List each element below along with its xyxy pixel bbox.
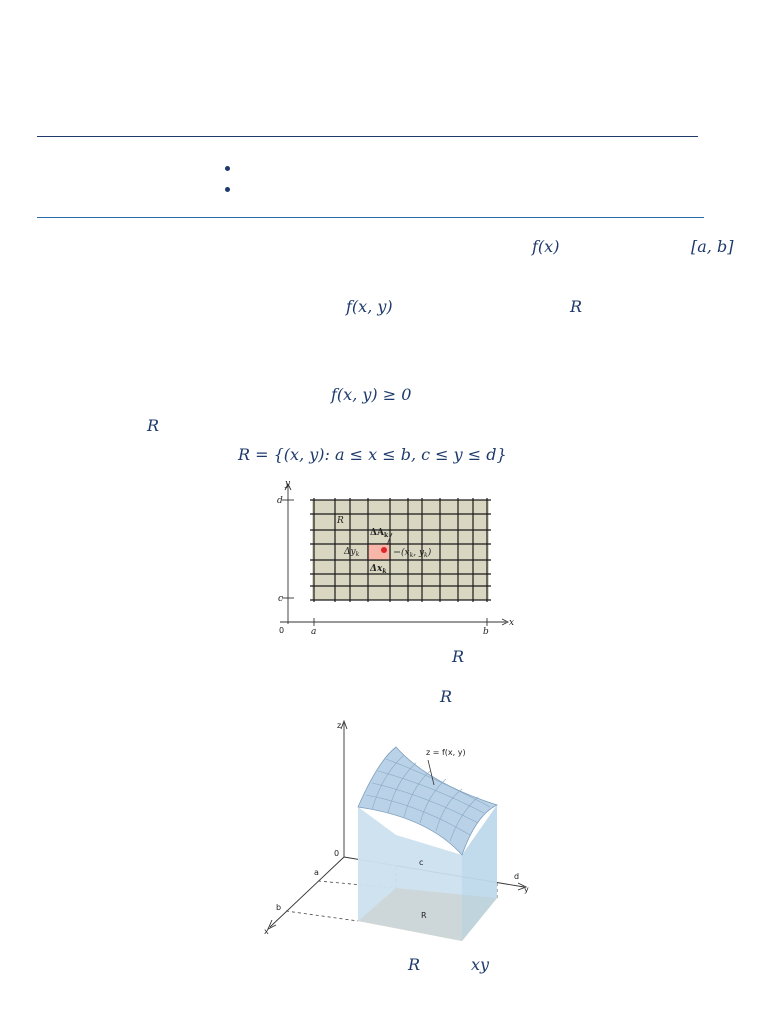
partition-figure bbox=[270, 478, 515, 638]
tick-b: b bbox=[483, 627, 489, 637]
delta-x-label: $\Delta x_k$ bbox=[370, 564, 387, 575]
math-region: R bbox=[440, 687, 453, 706]
bullet-point bbox=[225, 187, 230, 192]
tick-a: a bbox=[311, 627, 317, 637]
tick-d: d bbox=[277, 496, 283, 506]
region-label: R bbox=[337, 516, 344, 526]
highlight-cell bbox=[368, 544, 390, 560]
origin-label: 0 bbox=[334, 849, 340, 858]
tick-c: c bbox=[278, 594, 284, 604]
sample-point bbox=[381, 547, 387, 553]
bottom-divider bbox=[37, 217, 704, 218]
math-nonneg: f(x, y) ≥ 0 bbox=[331, 385, 412, 404]
tick-b: b bbox=[276, 903, 282, 912]
math-region: R bbox=[408, 955, 421, 974]
tick-a: a bbox=[314, 868, 319, 877]
delta-y-label: $\Delta y_k$ bbox=[344, 547, 360, 558]
y-axis-label: y bbox=[524, 885, 529, 894]
math-region: R bbox=[147, 416, 160, 435]
math-region: R bbox=[452, 647, 465, 666]
point-label: ($x_k$, $y_k$) bbox=[401, 548, 432, 559]
math-fx: f(x) bbox=[532, 237, 560, 256]
bullet-point bbox=[225, 166, 230, 171]
top-divider bbox=[37, 136, 698, 137]
delta-a-label: $\Delta A_k$ bbox=[370, 528, 389, 539]
surface-figure bbox=[260, 715, 540, 947]
surface-label: z = f(x, y) bbox=[426, 748, 466, 757]
tick-d: d bbox=[514, 872, 520, 881]
y-axis-label: y bbox=[285, 479, 291, 489]
math-region: R bbox=[570, 297, 583, 316]
origin-label: 0 bbox=[279, 626, 285, 635]
math-interval: [a, b] bbox=[691, 237, 734, 256]
math-xy-plane: xy bbox=[471, 955, 490, 974]
x-axis-label: x bbox=[264, 927, 269, 936]
math-region-definition: R = {(x, y): a ≤ x ≤ b, c ≤ y ≤ d} bbox=[238, 445, 507, 464]
z-axis-label: z bbox=[337, 721, 342, 730]
x-axis-label: x bbox=[509, 618, 515, 628]
math-fxy: f(x, y) bbox=[346, 297, 393, 316]
region-label: R bbox=[421, 911, 427, 920]
tick-c: c bbox=[419, 858, 424, 867]
